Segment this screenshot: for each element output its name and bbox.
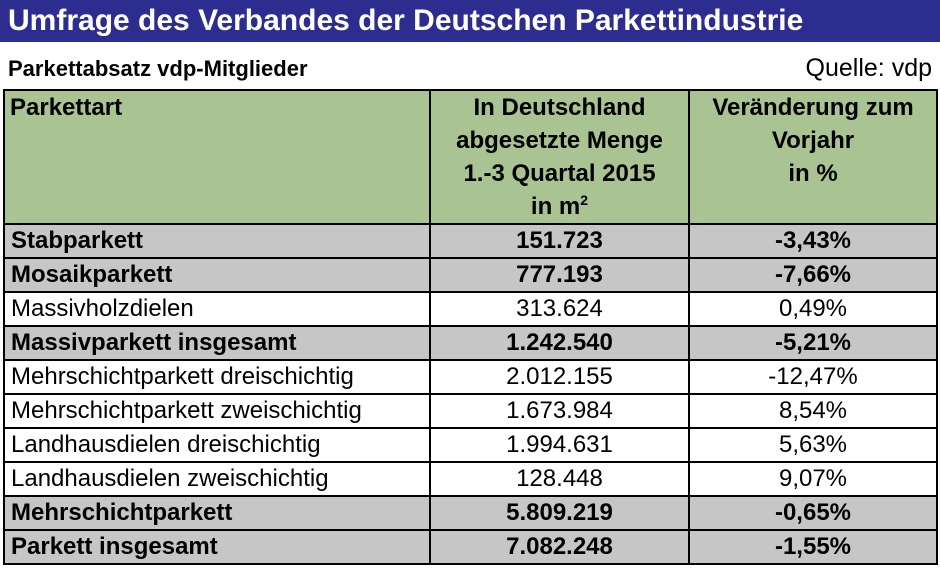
row-change: 0,49% — [689, 292, 937, 326]
row-change: -3,43% — [689, 224, 937, 258]
table-row — [4, 224, 937, 258]
page-title: Umfrage des Verbandes der Deutschen Parkettindustrie — [0, 0, 940, 42]
row-name: Massivparkett insgesamt — [4, 326, 430, 360]
header-amount — [430, 90, 689, 224]
row-amount: 128.448 — [430, 462, 689, 496]
header-amount-line-2: abgesetzte Menge — [456, 127, 663, 154]
row-name: Mosaikparkett — [4, 258, 430, 292]
header-amount-line-3: 1.-3 Quartal 2015 — [463, 160, 656, 187]
table-row — [4, 360, 937, 394]
row-name: Mehrschichtparkett zweischichtig — [4, 394, 430, 428]
header-amount-line-1: In Deutschland — [473, 94, 646, 121]
row-name: Landhausdielen dreischichtig — [4, 428, 430, 462]
row-amount: 777.193 — [430, 258, 689, 292]
row-amount: 2.012.155 — [430, 360, 689, 394]
row-amount: 1.242.540 — [430, 326, 689, 360]
header-amount-unit-sup: 2 — [580, 192, 589, 208]
row-change: -0,65% — [689, 496, 937, 530]
header-amount-unit — [431, 190, 688, 223]
row-name: Massivholzdielen — [4, 292, 430, 326]
row-change: 8,54% — [689, 394, 937, 428]
table-row — [4, 428, 937, 462]
row-amount: 313.624 — [430, 292, 689, 326]
row-amount: 5.809.219 — [430, 496, 689, 530]
row-name: Mehrschichtparkett dreischichtig — [4, 360, 430, 394]
row-amount: 7.082.248 — [430, 530, 689, 564]
row-name: Mehrschichtparkett — [4, 496, 430, 530]
row-change: 9,07% — [689, 462, 937, 496]
source-label: Quelle: vdp — [805, 54, 932, 82]
row-change: -5,21% — [689, 326, 937, 360]
subtitle: Parkettabsatz vdp-Mitglieder — [8, 56, 308, 81]
table-row — [4, 292, 937, 326]
table-header-row — [4, 90, 937, 224]
table-row — [4, 258, 937, 292]
row-amount: 1.994.631 — [430, 428, 689, 462]
row-change: 5,63% — [689, 428, 937, 462]
row-name: Parkett insgesamt — [4, 530, 430, 564]
header-change-line-3: in % — [788, 160, 838, 187]
table-row — [4, 326, 937, 360]
header-change-line-1: Veränderung zum — [712, 94, 914, 121]
row-amount: 1.673.984 — [430, 394, 689, 428]
row-amount: 151.723 — [430, 224, 689, 258]
row-change: -12,47% — [689, 360, 937, 394]
row-change: -7,66% — [689, 258, 937, 292]
row-name: Stabparkett — [4, 224, 430, 258]
table-row — [4, 394, 937, 428]
header-change-line-2: Vorjahr — [771, 127, 855, 154]
table-row — [4, 496, 937, 530]
header-parkettart: Parkettart — [4, 90, 430, 224]
table-row — [4, 530, 937, 564]
sales-table — [3, 89, 938, 565]
header-amount-unit-text: in m — [530, 193, 581, 220]
table-row — [4, 462, 937, 496]
row-name: Landhausdielen zweischichtig — [4, 462, 430, 496]
row-change: -1,55% — [689, 530, 937, 564]
header-change — [689, 90, 937, 224]
